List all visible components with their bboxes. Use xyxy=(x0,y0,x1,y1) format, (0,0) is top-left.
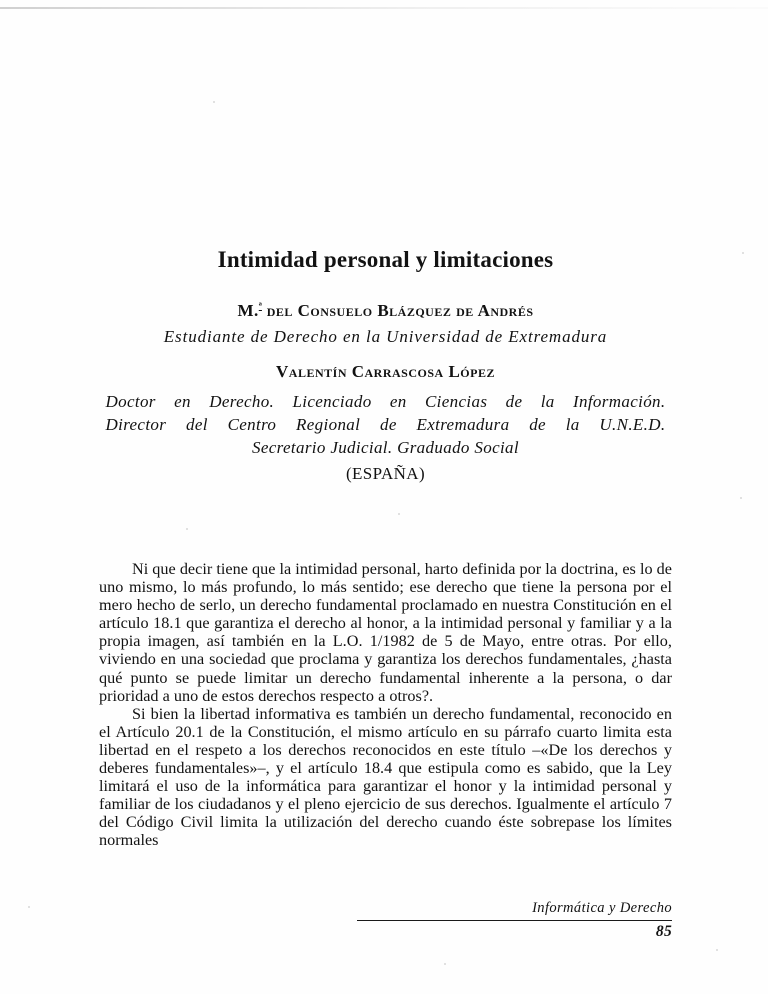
byline-spacer xyxy=(99,350,672,361)
paragraph: Ni que decir tiene que la intimidad personal, harto definida por la doctrina, es lo de uno mismo, lo más profundo, lo más sentido; ese derecho que tiene la persona por el mero hecho de serlo, un derecho fundamental proclamado en nuestra Constitución en el artículo 18.1 que garantiza el derecho al honor, a la intimidad personal y familiar y a la propia imagen, así también en la L.O. 1/1982 de 5 de Mayo, entre otras. Por ello, viviendo en una sociedad que proclama y garantiza los derechos fundamentales, ¿hasta qué punto se puede limitar un derecho fundamental inherente a la persona, o dar prioridad a uno de estos derechos respecto a otros?. xyxy=(99,560,672,705)
author-country: (ESPAÑA) xyxy=(345,463,426,483)
page-number: 85 xyxy=(655,923,672,941)
scan-speck xyxy=(742,252,744,254)
page-title: Intimidad personal y limitaciones xyxy=(217,247,554,273)
footer-journal-title: Informática y Derecho xyxy=(532,900,672,916)
author-name-secondary: Valentín Carrascosa López xyxy=(276,361,495,381)
author-name-primary xyxy=(99,300,672,323)
scan-speck xyxy=(716,949,718,951)
feminine-ordinal-superscript: ª xyxy=(258,301,262,313)
author-affiliation-primary: Estudiante de Derecho en la Universidad de Extremadura xyxy=(163,326,608,346)
affiliation-line: Doctor en Derecho. Licenciado en Ciencias de la Información. xyxy=(105,391,666,411)
byline-block xyxy=(99,300,672,486)
author-affiliation-secondary xyxy=(99,390,672,460)
affiliation-line: Secretario Judicial. Graduado Social xyxy=(252,438,519,458)
author-name-rest: del Consuelo Blázquez de Andrés xyxy=(261,301,534,320)
scan-speck xyxy=(28,906,30,908)
body-text xyxy=(99,560,672,850)
affiliation-line: Director del Centro Regional de Extremadura de la U.N.E.D. xyxy=(105,414,666,434)
page-content xyxy=(99,0,672,994)
page-footer xyxy=(357,900,672,941)
author-name-prefix: M. xyxy=(237,301,259,320)
paragraph: Si bien la libertad informativa es también un derecho fundamental, reconocido en el Artículo 20.1 de la Constitución, el mismo artículo en su párrafo cuarto limita esta libertad en el respeto a los derechos reconocidos en este título –«De los derechos y deberes fundamentales»–, y el artículo 18.4 que estipula como es sabido, que la Ley limitará el uso de la informática para garantizar el honor y la intimidad personal y familiar de los ciudadanos y el pleno ejercicio de sus derechos. Igualmente el artículo 7 del Código Civil limita la utilización del derecho cuando éste sobrepase los límites normales xyxy=(99,704,672,850)
scan-speck xyxy=(740,497,742,499)
